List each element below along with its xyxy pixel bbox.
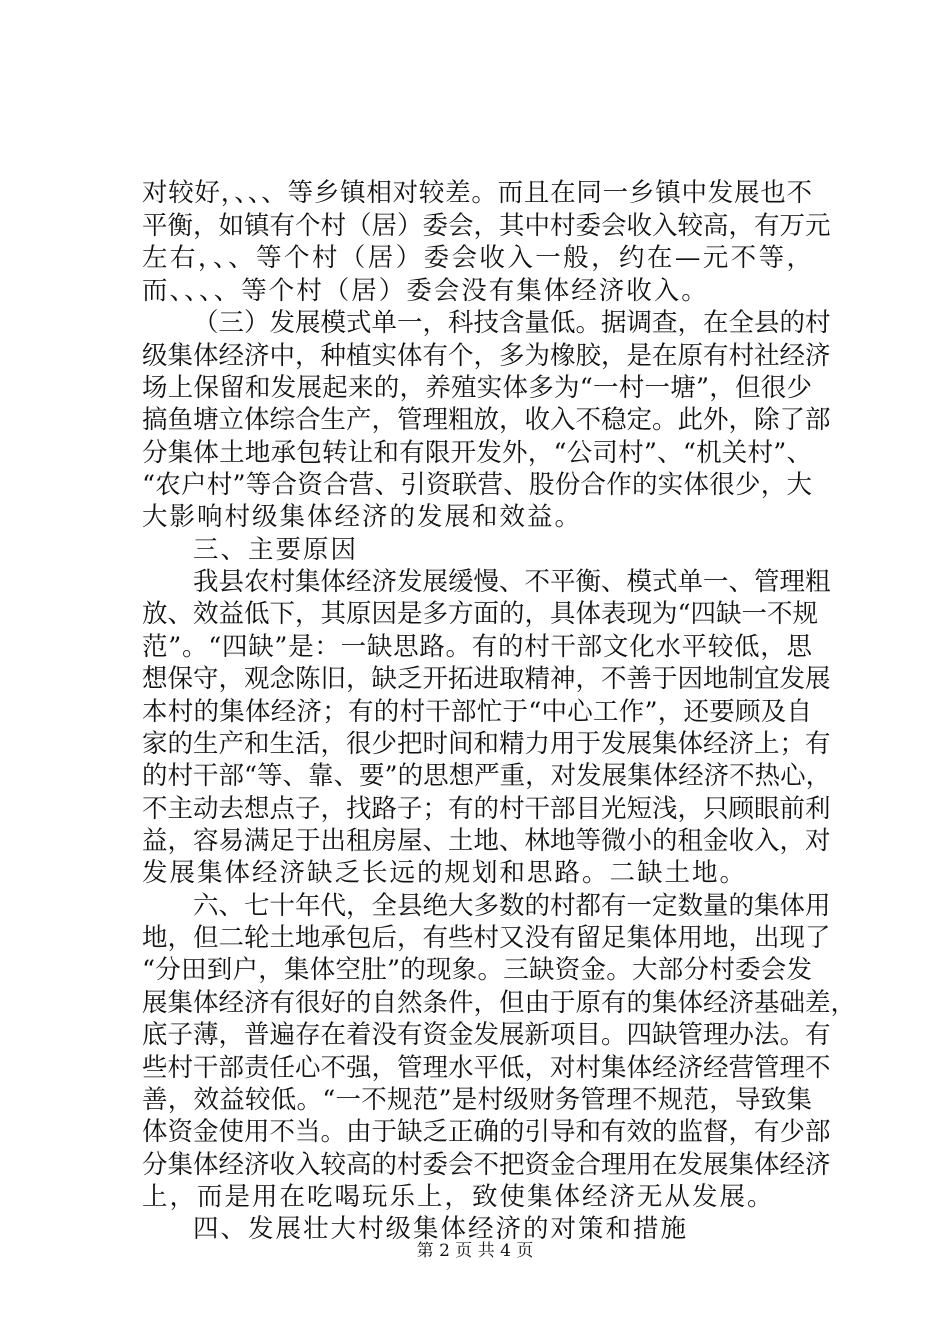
text-line: 展集体经济有很好的自然条件，但由于原有的集体经济基础差， (142, 988, 857, 1018)
text-line: 不主动去想点子，找路子；有的村干部目光短浅，只顾眼前利 (142, 794, 831, 824)
text-line: 左右，、、等个村（居）委会收入一般，约在—元不等， (142, 243, 812, 273)
section-heading: 三、主要原因 (193, 535, 359, 565)
text-line: 而、、、、等个村（居）委会没有集体经济收入。 (142, 276, 709, 306)
text-line: 体资金使用不当。由于缺乏正确的引导和有效的监督，有少部 (142, 1117, 831, 1147)
text-line: 想保守，观念陈旧，缺乏开拓进取精神，不善于因地制宜发展 (142, 664, 831, 694)
text-line: 家的生产和生活，很少把时间和精力用于发展集体经济上；有 (142, 729, 831, 759)
text-line: 善，效益较低。“一不规范”是村级财务管理不规范，导致集 (142, 1085, 812, 1115)
paragraph-first-line: 六、七十年代，全县绝大多数的村都有一定数量的集体用 (193, 891, 831, 921)
text-line: 大影响村级集体经济的发展和效益。 (142, 502, 583, 532)
text-line: 的村干部“等、靠、要”的思想严重，对发展集体经济不热心， (142, 761, 832, 791)
text-line: “农户村”等合资合营、引资联营、股份合作的实体很少，大 (142, 470, 812, 500)
text-line: 益，容易满足于出租房屋、土地、林地等微小的租金收入，对 (142, 826, 831, 856)
text-line: 本村的集体经济；有的村干部忙于“中心工作”，还要顾及自 (142, 697, 812, 727)
text-line: 对较好，、、、等乡镇相对较差。而且在同一乡镇中发展也不 (142, 178, 812, 208)
text-line: 分集体经济收入较高的村委会不把资金合理用在发展集体经济 (142, 1150, 831, 1180)
text-line: 级集体经济中，种植实体有个，多为橡胶，是在原有村社经济 (142, 341, 831, 371)
text-line: “分田到户，集体空肚”的现象。三缺资金。大部分村委会发 (142, 955, 812, 985)
section-heading: 四、发展壮大村级集体经济的对策和措施 (193, 1214, 689, 1244)
text-line: 搞鱼塘立体综合生产，管理粗放，收入不稳定。此外，除了部 (142, 405, 831, 435)
text-line: 场上保留和发展起来的，养殖实体多为“一村一塘”，但很少 (142, 373, 812, 403)
text-line: 平衡，如镇有个村（居）委会，其中村委会收入较高，有万元 (142, 211, 831, 241)
paragraph-first-line: 我县农村集体经济发展缓慢、不平衡、模式单一、管理粗 (193, 567, 831, 597)
text-line: 发展集体经济缺乏长远的规划和思路。二缺土地。 (142, 858, 748, 888)
text-line: 上，而是用在吃喝玩乐上，致使集体经济无从发展。 (142, 1182, 775, 1212)
paragraph-first-line: （三）发展模式单一，科技含量低。据调查，在全县的村 (193, 308, 831, 338)
text-line: 分集体土地承包转让和有限开发外，“公司村”、“机关村”、 (142, 438, 812, 468)
page-footer: 第 2 页 共 4 页 (416, 1241, 534, 1261)
text-line: 放、效益低下，其原因是多方面的，具体表现为“四缺一不规 (142, 599, 819, 629)
text-line: 底子薄，普遍存在着没有资金发展新项目。四缺管理办法。有 (142, 1020, 831, 1050)
text-line: 地，但二轮土地承包后，有些村又没有留足集体用地，出现了 (142, 923, 831, 953)
text-line: 些村干部责任心不强，管理水平低，对村集体经济经营管理不 (142, 1053, 831, 1083)
text-line: 范”。“四缺”是：一缺思路。有的村干部文化水平较低，思 (142, 632, 812, 662)
